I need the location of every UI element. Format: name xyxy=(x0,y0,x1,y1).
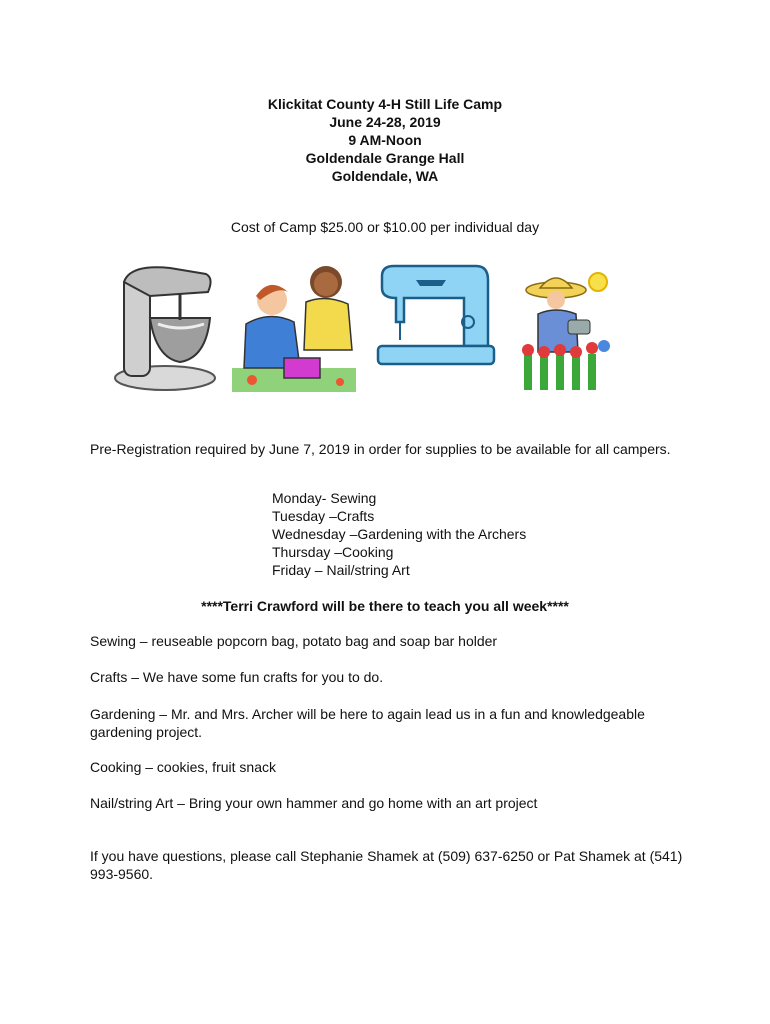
crafts-detail: Crafts – We have some fun crafts for you to do. xyxy=(90,669,384,685)
nail-art-detail: Nail/string Art – Bring your own hammer and go home with an art project xyxy=(90,795,538,811)
schedule-thursday: Thursday –Cooking xyxy=(272,544,394,560)
gardening-detail: Gardening – Mr. and Mrs. Archer will be here to again lead us in a fun and knowledgeable gardening project. xyxy=(90,706,645,740)
teacher-announcement: ****Terri Crawford will be there to teach you all week**** xyxy=(201,598,569,614)
camp-dates: June 24-28, 2019 xyxy=(329,114,441,130)
clipart-row xyxy=(100,258,620,398)
camp-city: Goldendale, WA xyxy=(331,168,439,184)
schedule-tuesday: Tuesday –Crafts xyxy=(272,508,375,524)
camp-time: 9 AM-Noon xyxy=(348,132,422,148)
cooking-detail: Cooking – cookies, fruit snack xyxy=(90,759,276,775)
preregistration-note: Pre-Registration required by June 7, 2019 in order for supplies to be available for all campers. xyxy=(90,441,671,457)
schedule-wednesday: Wednesday –Gardening with the Archers xyxy=(272,526,527,542)
camp-venue: Goldendale Grange Hall xyxy=(305,150,465,166)
gardener-icon xyxy=(512,258,622,398)
kids-crafting-icon xyxy=(230,258,360,398)
camp-header xyxy=(0,95,770,185)
daily-schedule xyxy=(272,489,526,579)
camp-title: Klickitat County 4-H Still Life Camp xyxy=(267,96,503,112)
schedule-friday: Friday – Nail/string Art xyxy=(272,562,410,578)
camp-cost: Cost of Camp $25.00 or $10.00 per individual day xyxy=(230,219,540,235)
schedule-monday: Monday- Sewing xyxy=(272,490,377,506)
sewing-detail: Sewing – reuseable popcorn bag, potato bag and soap bar holder xyxy=(90,633,498,649)
contact-info: If you have questions, please call Stephanie Shamek at (509) 637-6250 or Pat Shamek at (541) 993-9560. xyxy=(90,848,683,882)
sewing-machine-icon xyxy=(372,258,497,398)
stand-mixer-icon xyxy=(110,258,220,398)
